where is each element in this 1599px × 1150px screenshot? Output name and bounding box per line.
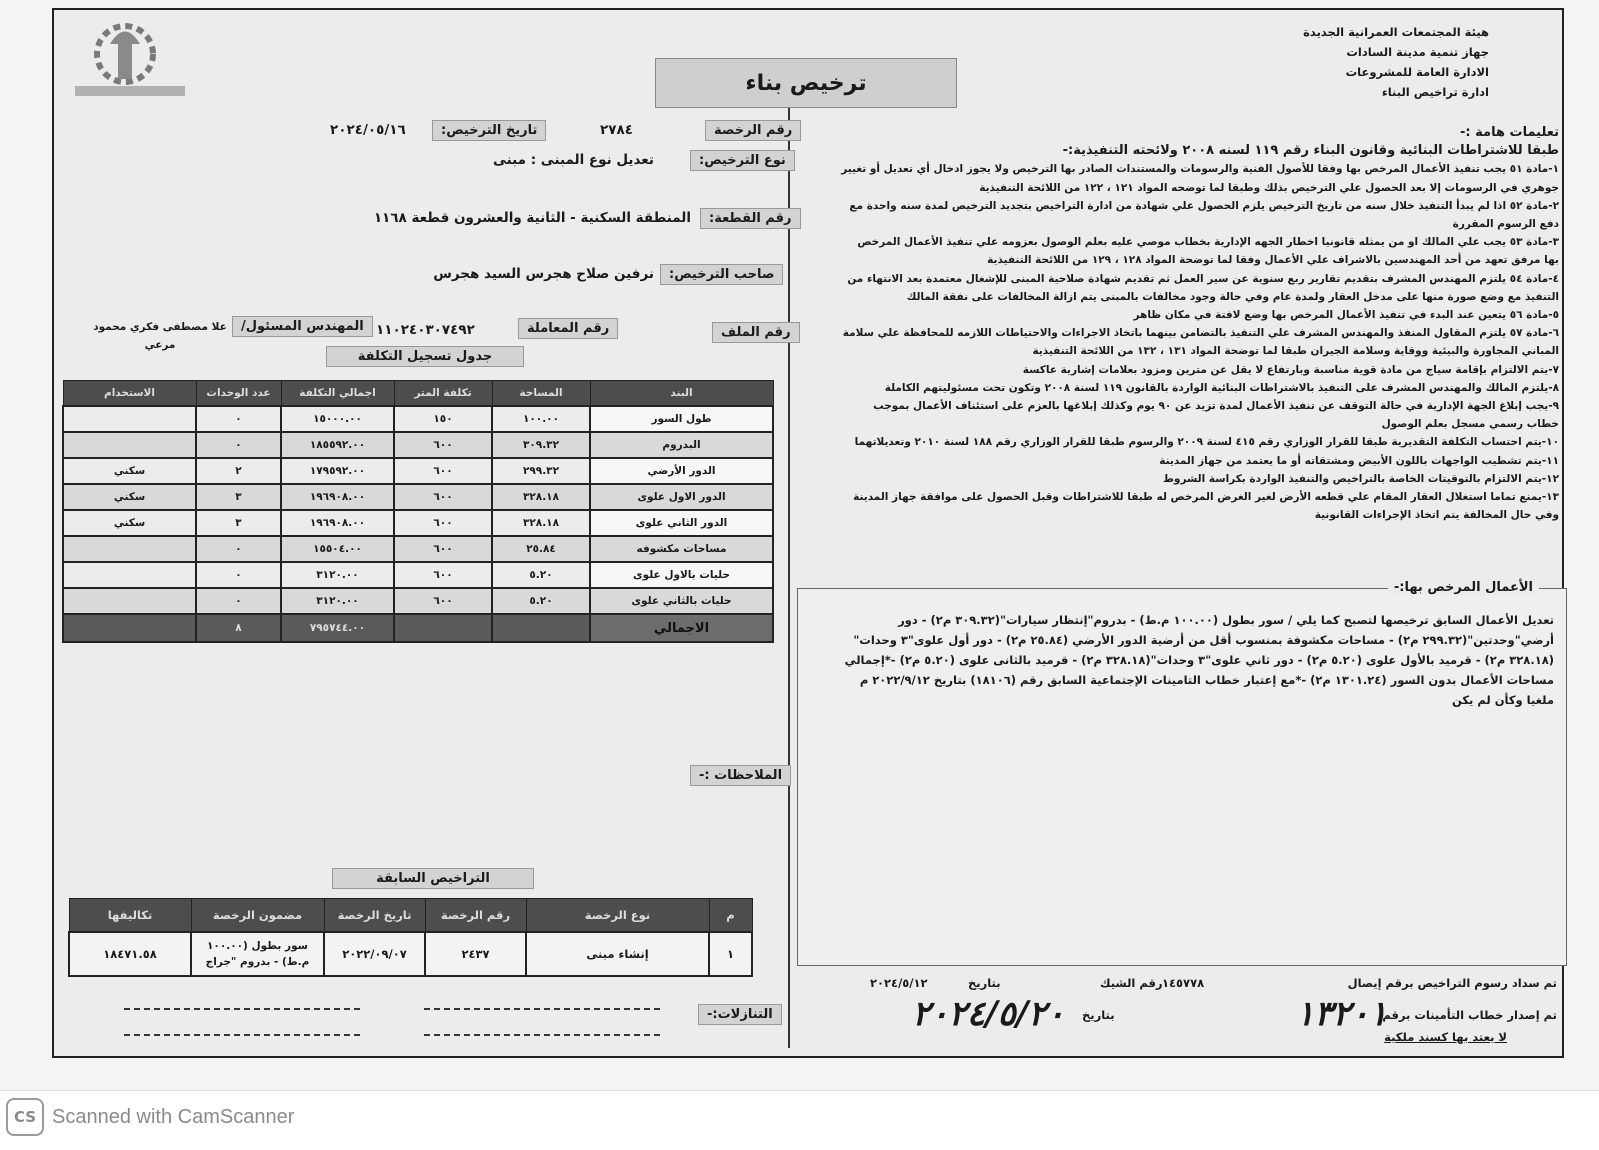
cost-total-value: ٧٩٥٧٤٤.٠٠ <box>281 614 394 642</box>
instructions-subheading: طبقا للاشتراطات البنائية وقانون البناء رقم ١١٩ لسنه ٢٠٠٨ ولائحته التنفيذية:- <box>1062 143 1559 159</box>
cost-cell: سكني <box>63 458 196 484</box>
cost-cell: ٢٥.٨٤ <box>492 536 590 562</box>
cost-cell: ٠ <box>196 406 281 432</box>
cost-cell <box>63 432 196 458</box>
cost-total-label: الاجمالي <box>590 614 773 642</box>
cost-total-row <box>63 614 773 642</box>
prev-licenses-title: التراخيص السابقة <box>332 868 534 889</box>
cost-header-item: البند <box>590 381 773 407</box>
prev-header-number: رقم الرخصة <box>425 899 526 933</box>
cost-cell: ٦٠٠ <box>394 536 492 562</box>
instruction-item: ٤-مادة ٥٤ يلتزم المهندس المشرف بتقديم تقارير ربع سنوية عن سير العمل ثم تقديم شهادة صلاحية المبنى للإشغال معتمدة بعد الانتهاء من التنفيذ مع وضع صورة منها على مدخل العقار ولمدة عام وفي حالة وجود مخالفات بالمبنى يتم ازالة المخالفات على نفقة المالك <box>847 272 1559 303</box>
cost-total-units: ٨ <box>196 614 281 642</box>
cost-total-blank <box>63 614 196 642</box>
cost-header-area: المساحة <box>492 381 590 407</box>
instruction-item: ٣-مادة ٥٣ يجب علي المالك او من يمثله قانونيا اخطار الجهه الإدارية بخطاب موصي عليه بعلم الوصول بعزومه علي تنفيذ الأعمال المرخص بها مرفق تعهد من أحد المهندسين بالاشراف علي الأعمال وفقا لما توضحة المواد ١٢٨ ، ١٢٩ من اللائحة التنفيذية <box>857 236 1559 267</box>
cost-header-total-cost: اجمالي التكلفة <box>281 381 394 407</box>
cost-cell: ٦٠٠ <box>394 484 492 510</box>
camscanner-logo-icon: CS <box>6 1098 44 1136</box>
prev-cell: ٢٠٢٢/٠٩/٠٧ <box>324 932 425 976</box>
table-row <box>63 562 773 588</box>
cost-cell: الدور الأرضي <box>590 458 773 484</box>
instruction-item: ٦-مادة ٥٧ يلتزم المقاول المنفذ والمهندس المشرف علي التنفيذ بالتضامن بينهما باتخاذ الاجراءات والاحتياطات اللازمه للمحافظة علي سلامة المباني المجاورة والبيئية ووقاية وسلامة الجيران طبقا لما توضحة المواد ١٣١ ، ١٣٢ من اللائحة التنفيذية <box>842 327 1559 358</box>
cost-cell <box>63 406 196 432</box>
cost-cell: ١٩٦٩٠٨.٠٠ <box>281 510 394 536</box>
prev-header-cost: تكاليفها <box>69 899 191 933</box>
organization-header <box>1259 22 1489 102</box>
cost-total-blank <box>394 614 492 642</box>
cost-header-usage: الاستخدام <box>63 381 196 407</box>
fees-date-label: بتاريخ <box>968 976 1001 990</box>
prev-licenses-table <box>68 898 753 977</box>
authority-logo-icon <box>70 14 190 106</box>
fees-label: تم سداد رسوم التراخيص برقم إيصال <box>1347 976 1557 990</box>
cost-cell: البدروم <box>590 432 773 458</box>
column-divider <box>788 105 790 1048</box>
instruction-item: ٥-مادة ٥٦ يتعين عند البدء في تنفيذ الأعمال المرخص بها وضع لافتة في مكان ظاهر <box>1133 309 1559 322</box>
cost-cell: ٣١٢٠.٠٠ <box>281 588 394 614</box>
cost-cell: ١٨٥٥٩٢.٠٠ <box>281 432 394 458</box>
cost-cell: ٣٠٩.٣٢ <box>492 432 590 458</box>
instructions-heading: تعليمات هامة :- <box>1460 125 1559 140</box>
instruction-item: ٢-مادة ٥٢ اذا لم يبدأ التنفيذ خلال سنه من تاريخ الترخيص يلزم الحصول علي شهادة من ادارة التراخيص بتجديد الترخيص لمدة سنه واحدة مع دفع الرسوم المقررة <box>849 199 1559 231</box>
table-row <box>63 536 773 562</box>
instruction-item: ١٢-يتم الالتزام بالتوقيتات الخاصة بالتراخيص والتنفيذ الواردة بكراسة الشروط <box>1163 472 1559 485</box>
cost-cell: ١٥٠ <box>394 406 492 432</box>
license-date-value: ٢٠٢٤/٠٥/١٦ <box>330 122 406 138</box>
cost-cell: ٢ <box>196 458 281 484</box>
org-line-1: هيئة المجتمعات العمرانية الجديدة <box>1303 25 1489 39</box>
table-row <box>69 932 752 976</box>
cost-cell: ١٥٥٠٤.٠٠ <box>281 536 394 562</box>
cost-cell: ١٧٩٥٩٢.٠٠ <box>281 458 394 484</box>
cost-cell: سكني <box>63 484 196 510</box>
instructions-block <box>839 124 1559 524</box>
prev-cell: ١٨٤٧١.٥٨ <box>69 932 191 976</box>
document-title: ترخيص بناء <box>655 58 957 108</box>
cost-cell: مساحات مكشوفه <box>590 536 773 562</box>
org-line-4: ادارة تراخيص البناء <box>1381 85 1489 99</box>
cost-cell: ٥.٢٠ <box>492 562 590 588</box>
cost-cell: الدور الاول علوى <box>590 484 773 510</box>
waiver-line <box>424 1008 660 1010</box>
file-number-label: رقم الملف <box>712 322 800 343</box>
notes-label: الملاحظات :- <box>690 765 791 786</box>
cost-cell: ٠ <box>196 588 281 614</box>
plot-label: رقم القطعة: <box>700 208 801 229</box>
org-line-2: جهاز تنمية مدينة السادات <box>1346 45 1489 59</box>
cost-cell: ٣٢٨.١٨ <box>492 484 590 510</box>
prev-header-date: تاريخ الرخصة <box>324 899 425 933</box>
insurance-label: تم إصدار خطاب التأمينات برقم <box>1382 1008 1557 1022</box>
license-type-label: نوع الترخيص: <box>690 150 795 171</box>
license-date-label: تاريخ الترخيص: <box>432 120 546 141</box>
cost-cell <box>63 536 196 562</box>
cost-cell: ٦٠٠ <box>394 562 492 588</box>
cost-header-meter-cost: تكلفة المتر <box>394 381 492 407</box>
waivers-label: التنازلات:- <box>698 1004 782 1025</box>
cost-cell: ٦٠٠ <box>394 458 492 484</box>
prev-header-type: نوع الرخصة <box>526 899 709 933</box>
cost-cell: الدور الثاني علوى <box>590 510 773 536</box>
license-number-value: ٢٧٨٤ <box>600 122 633 138</box>
table-row <box>63 588 773 614</box>
prev-header-index: م <box>709 899 752 933</box>
insurance-date: ٢٠٢٤/٥/٢٠ <box>912 994 1065 1034</box>
cost-total-blank <box>492 614 590 642</box>
instruction-item: ١-مادة ٥١ يجب تنفيذ الأعمال المرخص بها وفقا للأصول الفنية والرسومات والمستندات الصادر بها الترخيص ولا يجوز ادخال أي تعديل أو تغيير جوهري في الرسومات إلا بعد الحصول علي الترخيص بذلك وطبقا لما توضحه المواد ١٢١ ، ١٢٢ من اللائحة التنفيذية <box>841 163 1559 194</box>
fees-date: ٢٠٢٤/٥/١٢ <box>870 976 928 990</box>
cost-cell: ٣ <box>196 510 281 536</box>
cost-table <box>62 380 774 643</box>
cost-table-title: جدول تسجيل التكلفة <box>326 346 524 367</box>
camscanner-watermark: Scanned with CamScanner <box>52 1106 295 1128</box>
transaction-number-value: ١١٠٢٤٠٣٠٧٤٩٢ <box>376 322 475 338</box>
insurance-date-label: بتاريخ <box>1082 1008 1115 1022</box>
cost-cell: طول السور <box>590 406 773 432</box>
cost-cell: ٥.٢٠ <box>492 588 590 614</box>
cost-cell: ١٥٠٠٠.٠٠ <box>281 406 394 432</box>
owner-label: صاحب الترخيص: <box>660 264 783 285</box>
license-number-label: رقم الرخصة <box>705 120 801 141</box>
cost-cell: ٣١٢٠.٠٠ <box>281 562 394 588</box>
waiver-line <box>424 1034 660 1036</box>
engineer-label: المهندس المسئول/ <box>232 316 373 337</box>
license-type-value: تعديل نوع المبنى : مبنى <box>492 152 654 168</box>
licensed-works-text: تعديل الأعمال السابق ترخيصها لتصبح كما يلي / سور بطول (١٠٠.٠٠ م.ط) - بدروم"إنتظار سيارات"(٣٠٩.٣٢ م٢) - دور أرضي"وحدتين"(٢٩٩.٣٢ م٢) - مساحات مكشوفة بمنسوب أقل من أرضية الدور الأرضي (٢٥.٨٤ م٢) - دور أول علوى"٣ وحدات"(٣٢٨.١٨ م٢) - قرميد بالأول علوى (٥.٢٠ م٢) - دور ثاني علوى"٣ وحدات"(٣٢٨.١٨ م٢) - قرميد بالثانى علوى (٥.٢٠ م٢) -*إجمالي مساحات الأعمال بدون السور (١٣٠١.٢٤ م٢) -*مع إعتبار خطاب التامينات الإجتماعية السابق رقم (١٨١٠٦) بتاريخ ٢٠٢٢/٩/١٢ م ملغيا وكأن لم يكن <box>844 613 1554 707</box>
instruction-item: ٨-يلتزم المالك والمهندس المشرف على التنفيذ بالاشتراطات البنائية الواردة بالقانون ١١٩ لسنة ٢٠٠٨ وتكون تحت مسئوليتهم الكاملة <box>884 381 1559 394</box>
prev-cell: سور بطول (١٠٠.٠٠ م.ط) - بدروم "جراج <box>191 932 324 976</box>
waiver-line <box>124 1008 360 1010</box>
org-line-3: الادارة العامة للمشروعات <box>1345 65 1489 79</box>
prev-cell: إنشاء مبنى <box>526 932 709 976</box>
instruction-item: ٩-يجب إبلاغ الجهة الإدارية في حالة التوقف عن تنفيذ الأعمال لمدة تزيد عن ٩٠ يوم وكذلك إبلاغها بالعزم على استئناف الأعمال بموجب خطاب رسمي مسجل بعلم الوصول <box>873 400 1559 431</box>
table-row <box>63 432 773 458</box>
prev-cell: ١ <box>709 932 752 976</box>
table-row <box>63 484 773 510</box>
ownership-disclaimer: لا يعتد بها كسند ملكية <box>1384 1030 1507 1044</box>
cost-cell: حليات بالثاني علوى <box>590 588 773 614</box>
instruction-item: ١١-يتم تشطيب الواجهات باللون الأبيض ومشتقاته أو ما يعتمد من جهاز المدينة <box>1159 454 1559 467</box>
prev-header-content: مضمون الرخصة <box>191 899 324 933</box>
cost-cell: ٠ <box>196 432 281 458</box>
cost-cell: ١٠٠.٠٠ <box>492 406 590 432</box>
receipt-number: ١٤٥٧٧٨ <box>1162 976 1205 990</box>
owner-value: نرفين صلاح هجرس السيد هجرس <box>433 266 654 282</box>
cost-cell: ٣٢٨.١٨ <box>492 510 590 536</box>
instruction-item: ١٠-يتم احتساب التكلفة التقديرية طبقا للقرار الوزاري رقم ٤١٥ لسنة ٢٠٠٩ والرسوم طبقا للقرار الوزاري رقم ١٨٨ لسنة ٢٠١٠ وتعديلاتهما <box>854 436 1559 449</box>
cost-header-units: عدد الوحدات <box>196 381 281 407</box>
cheque-label: رقم الشيك <box>1100 976 1163 990</box>
transaction-number-label: رقم المعاملة <box>518 318 618 339</box>
cost-cell: ٢٩٩.٣٢ <box>492 458 590 484</box>
cost-cell: ٣ <box>196 484 281 510</box>
cost-cell: حليات بالاول علوى <box>590 562 773 588</box>
instruction-item: ٧-يتم الالتزام بإقامة سياج من مادة قوية مناسبة وبارتفاع لا يقل عن مترين ومزود بعلامات إشارية عاكسة <box>1022 363 1559 376</box>
cost-cell: ١٩٦٩٠٨.٠٠ <box>281 484 394 510</box>
prev-cell: ٢٤٣٧ <box>425 932 526 976</box>
table-row <box>63 406 773 432</box>
cost-cell: ٠ <box>196 536 281 562</box>
cost-cell <box>63 562 196 588</box>
cost-cell: ٠ <box>196 562 281 588</box>
insurance-number: ١٣٢٠١ <box>1296 994 1388 1034</box>
cost-cell: ٦٠٠ <box>394 588 492 614</box>
cost-cell: ٦٠٠ <box>394 510 492 536</box>
cost-cell <box>63 588 196 614</box>
instruction-item: ١٣-يمنع تماما استغلال العقار المقام علي قطعه الأرض لغير الغرض المرخص له طبقا للاشتراطات وقبل الحصول على موافقة جهاز المدينة وفي حال المخالفة يتم اتخاذ الإجراءات القانونية <box>853 491 1559 522</box>
table-row <box>63 458 773 484</box>
licensed-works-title: الأعمال المرخص بها:- <box>1388 580 1539 595</box>
waiver-line <box>124 1034 360 1036</box>
engineer-value: علا مصطفى فكري محمود مرعي <box>93 321 227 351</box>
table-row <box>63 510 773 536</box>
plot-value: المنطقة السكنية - الثانية والعشرون قطعة ١١٦٨ <box>373 210 691 226</box>
cost-cell: سكني <box>63 510 196 536</box>
cost-cell: ٦٠٠ <box>394 432 492 458</box>
